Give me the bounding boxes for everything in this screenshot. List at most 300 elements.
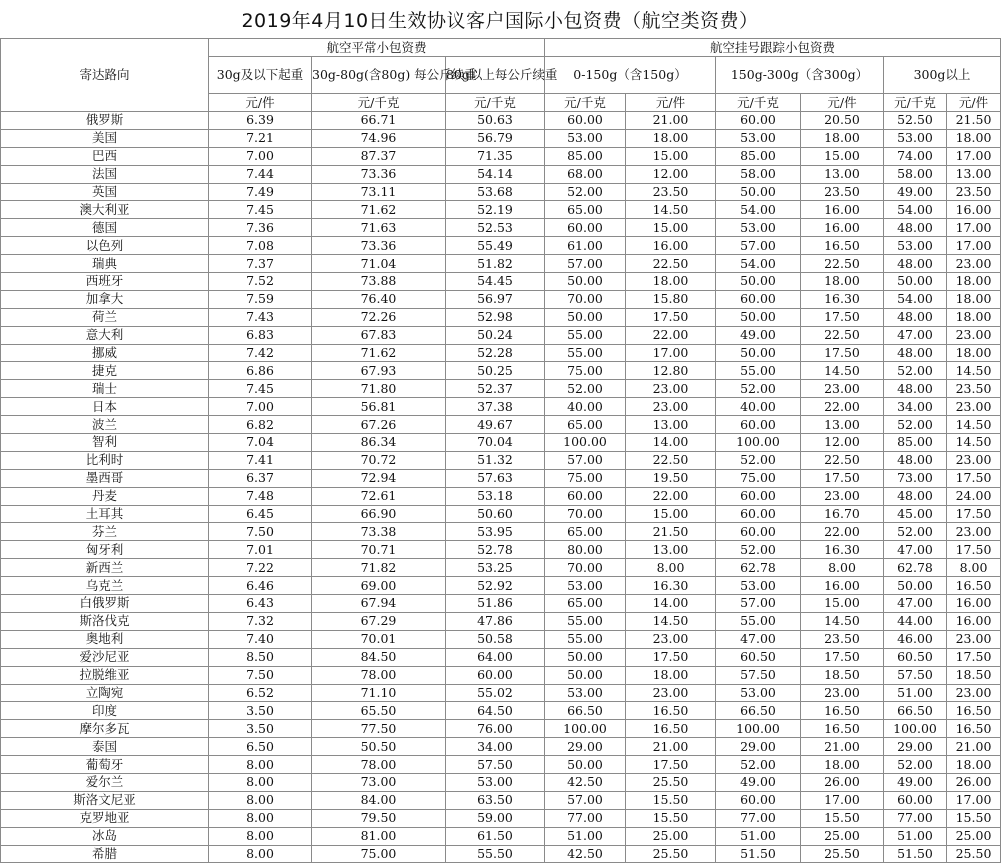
destination-cell: 匈牙利 — [1, 541, 209, 559]
rate-cell: 13.00 — [801, 165, 884, 183]
rate-cell: 22.50 — [801, 451, 884, 469]
rate-cell: 16.50 — [626, 702, 716, 720]
table-row — [1, 612, 1001, 630]
table-row — [1, 756, 1001, 774]
rate-cell: 16.30 — [801, 290, 884, 308]
rate-cell: 17.50 — [947, 648, 1001, 666]
table-row — [1, 487, 1001, 505]
rate-cell: 29.00 — [545, 738, 626, 756]
rate-cell: 50.00 — [545, 308, 626, 326]
rate-cell: 55.50 — [446, 845, 545, 863]
rate-cell: 21.00 — [947, 738, 1001, 756]
rate-cell: 51.50 — [716, 845, 801, 863]
rate-cell: 60.00 — [716, 505, 801, 523]
rate-cell: 70.00 — [545, 559, 626, 577]
rate-cell: 13.00 — [626, 541, 716, 559]
rate-cell: 78.00 — [312, 666, 446, 684]
rate-cell: 8.00 — [209, 809, 312, 827]
rate-cell: 60.00 — [716, 290, 801, 308]
table-row — [1, 416, 1001, 434]
rate-cell: 52.00 — [545, 183, 626, 201]
table-row — [1, 595, 1001, 613]
rate-cell: 51.00 — [545, 827, 626, 845]
rate-cell: 54.00 — [884, 290, 947, 308]
rate-cell: 60.50 — [716, 648, 801, 666]
rate-cell: 19.50 — [626, 469, 716, 487]
rate-cell: 52.50 — [884, 112, 947, 130]
rate-cell: 67.29 — [312, 612, 446, 630]
destination-cell: 斯洛文尼亚 — [1, 791, 209, 809]
registered-300g-plus-header: 300g以上 — [884, 57, 1001, 94]
rate-cell: 55.49 — [446, 237, 545, 255]
rate-cell: 57.63 — [446, 469, 545, 487]
rate-cell: 52.00 — [884, 362, 947, 380]
rate-cell: 48.00 — [884, 255, 947, 273]
rate-cell: 50.00 — [716, 183, 801, 201]
rate-cell: 65.50 — [312, 702, 446, 720]
rate-cell: 47.00 — [884, 541, 947, 559]
rate-cell: 3.50 — [209, 702, 312, 720]
rate-cell: 51.32 — [446, 451, 545, 469]
rate-cell: 50.00 — [545, 648, 626, 666]
rate-cell: 48.00 — [884, 451, 947, 469]
rate-cell: 23.50 — [801, 630, 884, 648]
rate-cell: 6.50 — [209, 738, 312, 756]
rate-cell: 14.50 — [626, 612, 716, 630]
destination-header: 寄达路向 — [1, 39, 209, 112]
table-row — [1, 523, 1001, 541]
rate-cell: 65.00 — [545, 595, 626, 613]
rate-cell: 71.62 — [312, 201, 446, 219]
rate-cell: 72.94 — [312, 469, 446, 487]
rate-cell: 16.30 — [801, 541, 884, 559]
rate-cell: 60.00 — [545, 112, 626, 130]
rate-cell: 75.00 — [545, 469, 626, 487]
rate-cell: 18.00 — [626, 666, 716, 684]
rate-cell: 66.50 — [884, 702, 947, 720]
rate-cell: 71.04 — [312, 255, 446, 273]
rate-cell: 16.70 — [801, 505, 884, 523]
destination-cell: 瑞典 — [1, 255, 209, 273]
rate-cell: 51.00 — [884, 684, 947, 702]
destination-cell: 斯洛伐克 — [1, 612, 209, 630]
table-row — [1, 201, 1001, 219]
rate-cell: 79.50 — [312, 809, 446, 827]
rate-cell: 16.00 — [626, 237, 716, 255]
table-row — [1, 219, 1001, 237]
rate-cell: 18.00 — [947, 756, 1001, 774]
rate-cell: 26.00 — [947, 773, 1001, 791]
rate-cell: 53.18 — [446, 487, 545, 505]
rate-cell: 7.43 — [209, 308, 312, 326]
rate-cell: 51.86 — [446, 595, 545, 613]
rate-cell: 8.00 — [209, 791, 312, 809]
rate-cell: 20.50 — [801, 112, 884, 130]
rate-cell: 6.45 — [209, 505, 312, 523]
rate-cell: 50.00 — [884, 577, 947, 595]
rate-cell: 50.63 — [446, 112, 545, 130]
rate-cell: 21.50 — [626, 523, 716, 541]
rate-cell: 7.01 — [209, 541, 312, 559]
rate-cell: 15.80 — [626, 290, 716, 308]
rate-cell: 57.00 — [716, 595, 801, 613]
destination-cell: 挪威 — [1, 344, 209, 362]
destination-cell: 波兰 — [1, 416, 209, 434]
rate-cell: 49.00 — [716, 773, 801, 791]
rate-cell: 48.00 — [884, 219, 947, 237]
destination-cell: 泰国 — [1, 738, 209, 756]
rate-cell: 69.00 — [312, 577, 446, 595]
rate-cell: 18.00 — [947, 308, 1001, 326]
rate-cell: 48.00 — [884, 344, 947, 362]
rate-cell: 70.01 — [312, 630, 446, 648]
rate-cell: 64.00 — [446, 648, 545, 666]
rate-cell: 53.00 — [545, 684, 626, 702]
rate-cell: 14.50 — [947, 434, 1001, 452]
rate-cell: 60.00 — [545, 219, 626, 237]
rate-cell: 70.72 — [312, 451, 446, 469]
ordinary-30-80g-header: 30g-80g(含80g) 每公斤续重 — [312, 57, 446, 94]
rate-cell: 50.00 — [545, 273, 626, 291]
table-row — [1, 112, 1001, 130]
rate-cell: 12.00 — [801, 434, 884, 452]
table-row — [1, 738, 1001, 756]
rate-cell: 7.44 — [209, 165, 312, 183]
rate-cell: 55.00 — [545, 326, 626, 344]
rate-cell: 53.00 — [716, 129, 801, 147]
rate-cell: 17.00 — [947, 791, 1001, 809]
rate-cell: 57.00 — [716, 237, 801, 255]
rate-cell: 15.00 — [801, 147, 884, 165]
rate-cell: 7.32 — [209, 612, 312, 630]
rate-cell: 53.95 — [446, 523, 545, 541]
destination-cell: 爱沙尼亚 — [1, 648, 209, 666]
rate-cell: 17.50 — [801, 344, 884, 362]
rate-cell: 17.50 — [947, 541, 1001, 559]
rate-cell: 50.60 — [446, 505, 545, 523]
rate-cell: 52.00 — [884, 756, 947, 774]
rate-cell: 24.00 — [947, 487, 1001, 505]
table-row — [1, 773, 1001, 791]
rate-cell: 77.00 — [716, 809, 801, 827]
rate-cell: 7.36 — [209, 219, 312, 237]
rate-cell: 52.00 — [716, 541, 801, 559]
rate-cell: 6.86 — [209, 362, 312, 380]
rate-cell: 71.35 — [446, 147, 545, 165]
rate-cell: 7.50 — [209, 666, 312, 684]
rate-cell: 7.45 — [209, 380, 312, 398]
rate-cell: 7.21 — [209, 129, 312, 147]
rate-cell: 55.02 — [446, 684, 545, 702]
rate-cell: 25.00 — [801, 827, 884, 845]
rate-cell: 14.50 — [626, 201, 716, 219]
rate-cell: 75.00 — [312, 845, 446, 863]
rate-cell: 57.00 — [545, 255, 626, 273]
rate-cell: 7.04 — [209, 434, 312, 452]
rate-cell: 57.00 — [545, 791, 626, 809]
table-row — [1, 183, 1001, 201]
destination-cell: 比利时 — [1, 451, 209, 469]
rate-cell: 34.00 — [446, 738, 545, 756]
destination-cell: 希腊 — [1, 845, 209, 863]
rate-cell: 57.50 — [446, 756, 545, 774]
rate-cell: 23.00 — [626, 684, 716, 702]
rate-cell: 48.00 — [884, 308, 947, 326]
rate-cell: 60.00 — [716, 523, 801, 541]
rate-cell: 18.00 — [801, 756, 884, 774]
rate-cell: 72.61 — [312, 487, 446, 505]
rate-cell: 64.50 — [446, 702, 545, 720]
rate-cell: 52.98 — [446, 308, 545, 326]
unit-label: 元/件 — [626, 94, 716, 112]
rate-cell: 18.00 — [626, 129, 716, 147]
destination-cell: 克罗地亚 — [1, 809, 209, 827]
rate-cell: 73.11 — [312, 183, 446, 201]
table-row — [1, 702, 1001, 720]
rate-cell: 18.00 — [626, 273, 716, 291]
rate-cell: 6.46 — [209, 577, 312, 595]
rate-cell: 80.00 — [545, 541, 626, 559]
rate-cell: 16.00 — [801, 219, 884, 237]
destination-cell: 意大利 — [1, 326, 209, 344]
rate-cell: 40.00 — [716, 398, 801, 416]
rate-cell: 12.80 — [626, 362, 716, 380]
rate-cell: 73.00 — [884, 469, 947, 487]
rate-cell: 77.00 — [884, 809, 947, 827]
rate-cell: 22.00 — [626, 326, 716, 344]
rate-cell: 16.00 — [801, 201, 884, 219]
rate-cell: 15.50 — [947, 809, 1001, 827]
rate-cell: 21.00 — [626, 112, 716, 130]
rate-cell: 52.00 — [545, 380, 626, 398]
rate-cell: 60.00 — [884, 791, 947, 809]
rate-cell: 55.00 — [545, 344, 626, 362]
destination-cell: 拉脱维亚 — [1, 666, 209, 684]
rate-cell: 16.00 — [947, 201, 1001, 219]
rate-cell: 17.50 — [801, 469, 884, 487]
rate-cell: 70.71 — [312, 541, 446, 559]
rate-cell: 29.00 — [884, 738, 947, 756]
rate-cell: 7.41 — [209, 451, 312, 469]
rate-cell: 17.50 — [947, 469, 1001, 487]
rate-cell: 71.10 — [312, 684, 446, 702]
rate-cell: 84.00 — [312, 791, 446, 809]
rate-cell: 23.00 — [947, 255, 1001, 273]
rate-cell: 23.50 — [947, 380, 1001, 398]
rate-cell: 56.97 — [446, 290, 545, 308]
rate-cell: 16.50 — [801, 237, 884, 255]
rate-cell: 55.00 — [545, 612, 626, 630]
table-row — [1, 720, 1001, 738]
destination-cell: 日本 — [1, 398, 209, 416]
rate-cell: 51.00 — [884, 827, 947, 845]
rate-cell: 47.00 — [716, 630, 801, 648]
rate-cell: 50.00 — [545, 756, 626, 774]
rate-cell: 52.92 — [446, 577, 545, 595]
rate-cell: 7.52 — [209, 273, 312, 291]
rate-cell: 6.39 — [209, 112, 312, 130]
rate-cell: 50.25 — [446, 362, 545, 380]
rate-cell: 22.00 — [801, 398, 884, 416]
rate-cell: 25.00 — [947, 827, 1001, 845]
table-row — [1, 398, 1001, 416]
destination-cell: 冰岛 — [1, 827, 209, 845]
rate-cell: 66.50 — [716, 702, 801, 720]
rate-cell: 17.50 — [626, 756, 716, 774]
rate-cell: 23.50 — [626, 183, 716, 201]
rate-cell: 15.00 — [626, 505, 716, 523]
table-row — [1, 541, 1001, 559]
rate-cell: 49.00 — [884, 183, 947, 201]
table-row — [1, 255, 1001, 273]
rate-cell: 78.00 — [312, 756, 446, 774]
rate-cell: 22.50 — [801, 255, 884, 273]
table-row — [1, 290, 1001, 308]
rate-cell: 7.42 — [209, 344, 312, 362]
table-row — [1, 344, 1001, 362]
table-row — [1, 326, 1001, 344]
rate-cell: 65.00 — [545, 201, 626, 219]
rate-cell: 8.00 — [209, 773, 312, 791]
unit-label: 元/千克 — [312, 94, 446, 112]
rate-cell: 23.00 — [801, 380, 884, 398]
destination-cell: 印度 — [1, 702, 209, 720]
rate-cell: 73.88 — [312, 273, 446, 291]
rate-cell: 21.00 — [626, 738, 716, 756]
rate-cell: 60.00 — [545, 487, 626, 505]
rate-cell: 50.00 — [716, 273, 801, 291]
rate-cell: 53.00 — [884, 129, 947, 147]
rate-cell: 53.00 — [716, 577, 801, 595]
destination-cell: 土耳其 — [1, 505, 209, 523]
destination-cell: 乌克兰 — [1, 577, 209, 595]
registered-group-header: 航空挂号跟踪小包资费 — [545, 39, 1001, 57]
rate-cell: 23.50 — [947, 183, 1001, 201]
rate-cell: 77.00 — [545, 809, 626, 827]
rate-cell: 50.00 — [545, 666, 626, 684]
unit-label: 元/件 — [209, 94, 312, 112]
rate-cell: 100.00 — [716, 720, 801, 738]
rate-table-body — [1, 112, 1001, 863]
rate-cell: 15.00 — [626, 219, 716, 237]
rate-cell: 23.50 — [801, 183, 884, 201]
rate-cell: 17.00 — [947, 147, 1001, 165]
rate-cell: 7.50 — [209, 523, 312, 541]
rate-cell: 15.50 — [626, 791, 716, 809]
rate-cell: 12.00 — [626, 165, 716, 183]
rate-cell: 74.00 — [884, 147, 947, 165]
rate-cell: 17.50 — [947, 505, 1001, 523]
rate-cell: 53.00 — [545, 129, 626, 147]
destination-cell: 荷兰 — [1, 308, 209, 326]
registered-0-150g-header: 0-150g（含150g） — [545, 57, 716, 94]
rate-cell: 61.50 — [446, 827, 545, 845]
rate-cell: 49.00 — [716, 326, 801, 344]
rate-cell: 70.00 — [545, 505, 626, 523]
rate-cell: 55.00 — [545, 630, 626, 648]
rate-cell: 23.00 — [626, 630, 716, 648]
rate-cell: 7.22 — [209, 559, 312, 577]
table-row — [1, 505, 1001, 523]
table-row — [1, 362, 1001, 380]
unit-label: 元/千克 — [446, 94, 545, 112]
rate-cell: 85.00 — [884, 434, 947, 452]
rate-cell: 51.82 — [446, 255, 545, 273]
rate-cell: 16.50 — [801, 702, 884, 720]
rate-cell: 74.96 — [312, 129, 446, 147]
rate-cell: 53.00 — [716, 684, 801, 702]
destination-cell: 法国 — [1, 165, 209, 183]
ordinary-group-header: 航空平常小包资费 — [209, 39, 545, 57]
rate-cell: 58.00 — [716, 165, 801, 183]
table-row — [1, 451, 1001, 469]
rate-cell: 54.00 — [884, 201, 947, 219]
rate-cell: 16.50 — [947, 702, 1001, 720]
rate-cell: 52.37 — [446, 380, 545, 398]
rate-cell: 52.19 — [446, 201, 545, 219]
destination-cell: 立陶宛 — [1, 684, 209, 702]
table-row — [1, 308, 1001, 326]
rate-cell: 62.78 — [716, 559, 801, 577]
rate-cell: 52.53 — [446, 219, 545, 237]
rate-cell: 3.50 — [209, 720, 312, 738]
rate-cell: 15.00 — [801, 595, 884, 613]
rate-cell: 100.00 — [716, 434, 801, 452]
rate-cell: 22.50 — [801, 326, 884, 344]
unit-label: 元/千克 — [884, 94, 947, 112]
rate-cell: 22.00 — [626, 487, 716, 505]
destination-cell: 摩尔多瓦 — [1, 720, 209, 738]
rate-cell: 18.00 — [947, 273, 1001, 291]
rate-cell: 76.00 — [446, 720, 545, 738]
rate-cell: 23.00 — [801, 487, 884, 505]
rate-cell: 50.58 — [446, 630, 545, 648]
rate-cell: 29.00 — [716, 738, 801, 756]
rate-cell: 14.00 — [626, 434, 716, 452]
rate-cell: 68.00 — [545, 165, 626, 183]
rate-cell: 87.37 — [312, 147, 446, 165]
rate-cell: 67.93 — [312, 362, 446, 380]
rate-cell: 52.00 — [716, 451, 801, 469]
rate-cell: 60.00 — [716, 791, 801, 809]
destination-cell: 西班牙 — [1, 273, 209, 291]
rate-cell: 16.50 — [947, 577, 1001, 595]
rate-cell: 22.50 — [626, 255, 716, 273]
rate-cell: 71.82 — [312, 559, 446, 577]
destination-cell: 英国 — [1, 183, 209, 201]
rate-cell: 66.71 — [312, 112, 446, 130]
rate-cell: 49.00 — [884, 773, 947, 791]
rate-cell: 16.50 — [947, 720, 1001, 738]
rate-cell: 17.00 — [626, 344, 716, 362]
rate-cell: 7.49 — [209, 183, 312, 201]
rate-cell: 51.00 — [716, 827, 801, 845]
rate-cell: 86.34 — [312, 434, 446, 452]
rate-cell: 7.48 — [209, 487, 312, 505]
destination-cell: 葡萄牙 — [1, 756, 209, 774]
rate-cell: 23.00 — [947, 523, 1001, 541]
destination-cell: 新西兰 — [1, 559, 209, 577]
rate-cell: 81.00 — [312, 827, 446, 845]
rate-cell: 18.50 — [947, 666, 1001, 684]
unit-label: 元/千克 — [545, 94, 626, 112]
rate-cell: 63.50 — [446, 791, 545, 809]
rate-cell: 14.50 — [801, 612, 884, 630]
rate-cell: 7.40 — [209, 630, 312, 648]
rate-cell: 16.00 — [947, 612, 1001, 630]
rate-cell: 48.00 — [884, 487, 947, 505]
ordinary-first-weight-header: 30g及以下起重 — [209, 57, 312, 94]
